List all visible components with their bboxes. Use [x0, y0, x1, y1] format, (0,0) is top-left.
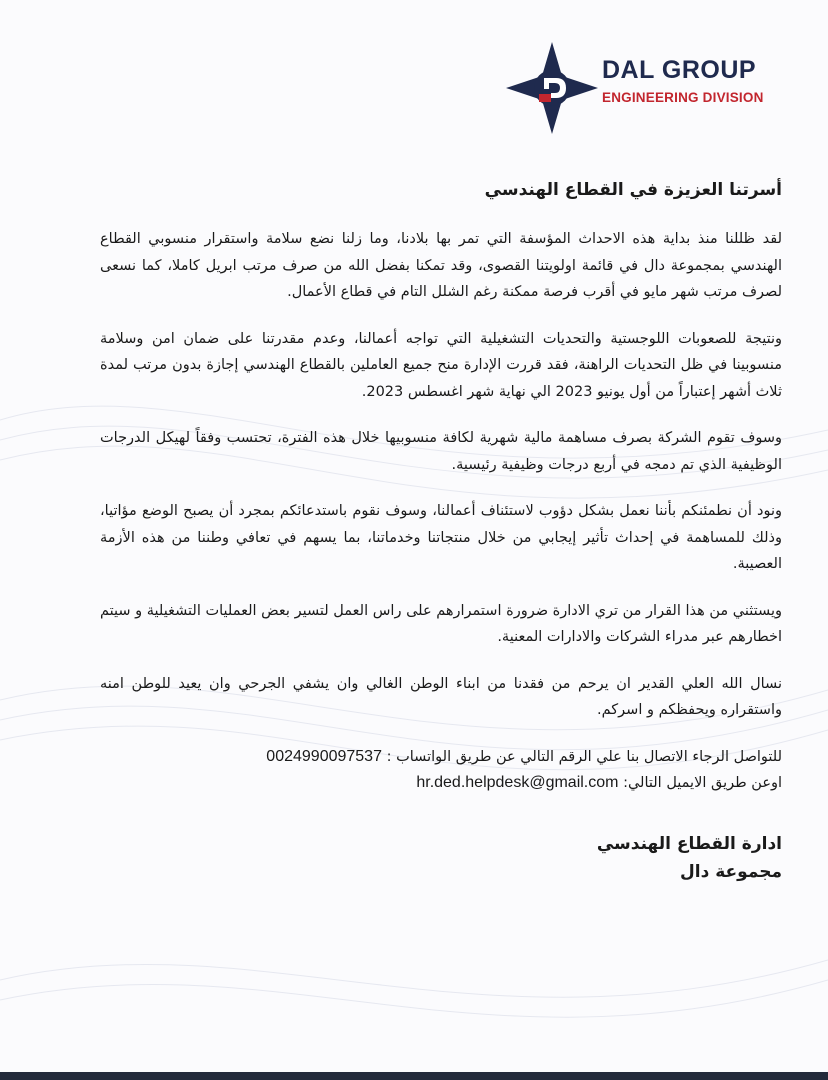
- footer-bar: [0, 1072, 828, 1080]
- letter-greeting: أسرتنا العزيزة في القطاع الهندسي: [484, 180, 782, 200]
- signature-company: مجموعة دال: [680, 861, 782, 882]
- contact-phone-label: للتواصل الرجاء الاتصال بنا علي الرقم التالي عن طريق الواتساب :: [386, 748, 782, 765]
- paragraph-salaries: لقد ظللنا منذ بداية هذه الاحداث المؤسفة التي تمر بها بلادنا، وما زلنا نضع سلامة واستقرار منسوبي القطاع الهندسي بمجموعة دال في قائمة اولويتنا القصوى، وقد تمكنا بفضل الله من صرف مرتب ابريل كاملا، كما نسعى لصرف مرتب شهر مايو في أقرب فرصة ممكنة رغم الشلل التام في قطاع الأعمال.: [100, 231, 782, 300]
- paragraph-unpaid-leave: ونتيجة للصعوبات اللوجستية والتحديات التشغيلية التي تواجه أعمالنا، وعدم مقدرتنا على ضمان امن وسلامة منسوبينا في ظل التحديات الراهنة، فقد قررت الإدارة منح جميع العاملين بالقطاع الهندسي إجازة بدون مرتب لمدة ثلاث أشهر إعتباراً من أول يونيو 2023 الي نهاية شهر اغسطس 2023.: [100, 330, 782, 400]
- star-compass-logo-icon: [506, 42, 598, 134]
- contact-phone-line: [100, 744, 782, 770]
- dal-group-logo: [506, 42, 786, 134]
- brand-name: DAL GROUP: [602, 56, 757, 84]
- paragraph-resumption: ونود أن نطمئنكم بأننا نعمل بشكل دؤوب لاستئناف أعمالنا، وسوف نقوم باستدعائكم بمجرد أن يصبح الوضع مؤاتيا، وذلك للمساهمة في إحداث تأثير إيجابي من خلال منتجاتنا وخدماتنا، بما يسهم في تعافي وطننا من هذه الأزمة العصيبة.: [100, 503, 782, 572]
- paragraph-exceptions: ويستثني من هذا القرار من تري الادارة ضرورة استمرارهم على راس العمل لتسير بعض العمليات التشغيلية و سيتم اخطارهم عبر مدراء الشركات والادارات المعنية.: [100, 602, 782, 645]
- brand-subtitle: ENGINEERING DIVISION: [602, 90, 764, 105]
- contact-email-label: اوعن طريق الايميل التالي:: [623, 774, 782, 791]
- letter-signature: [100, 830, 782, 886]
- paragraph-prayer: نسال الله العلي القدير ان يرحم من فقدنا من ابناء الوطن الغالي وان يشفي الجرحي وان يعيد للوطن امنه واستقراره ويحفظكم و اسركم.: [100, 675, 782, 718]
- signature-department: ادارة القطاع الهندسي: [596, 833, 782, 854]
- contact-phone-number[interactable]: 0024990097537: [266, 747, 382, 765]
- contact-email-line: [100, 770, 782, 796]
- paragraph-monthly-contribution: وسوف تقوم الشركة بصرف مساهمة مالية شهرية لكافة منسوبيها خلال هذه الفترة، تحتسب وفقاً لهيكل الدرجات الوظيفية الذي تم دمجه في أربع درجات وظيفية رئيسية.: [100, 430, 782, 473]
- letter-body: [100, 180, 782, 886]
- contact-email-address[interactable]: hr.ded.helpdesk@gmail.com: [416, 773, 619, 791]
